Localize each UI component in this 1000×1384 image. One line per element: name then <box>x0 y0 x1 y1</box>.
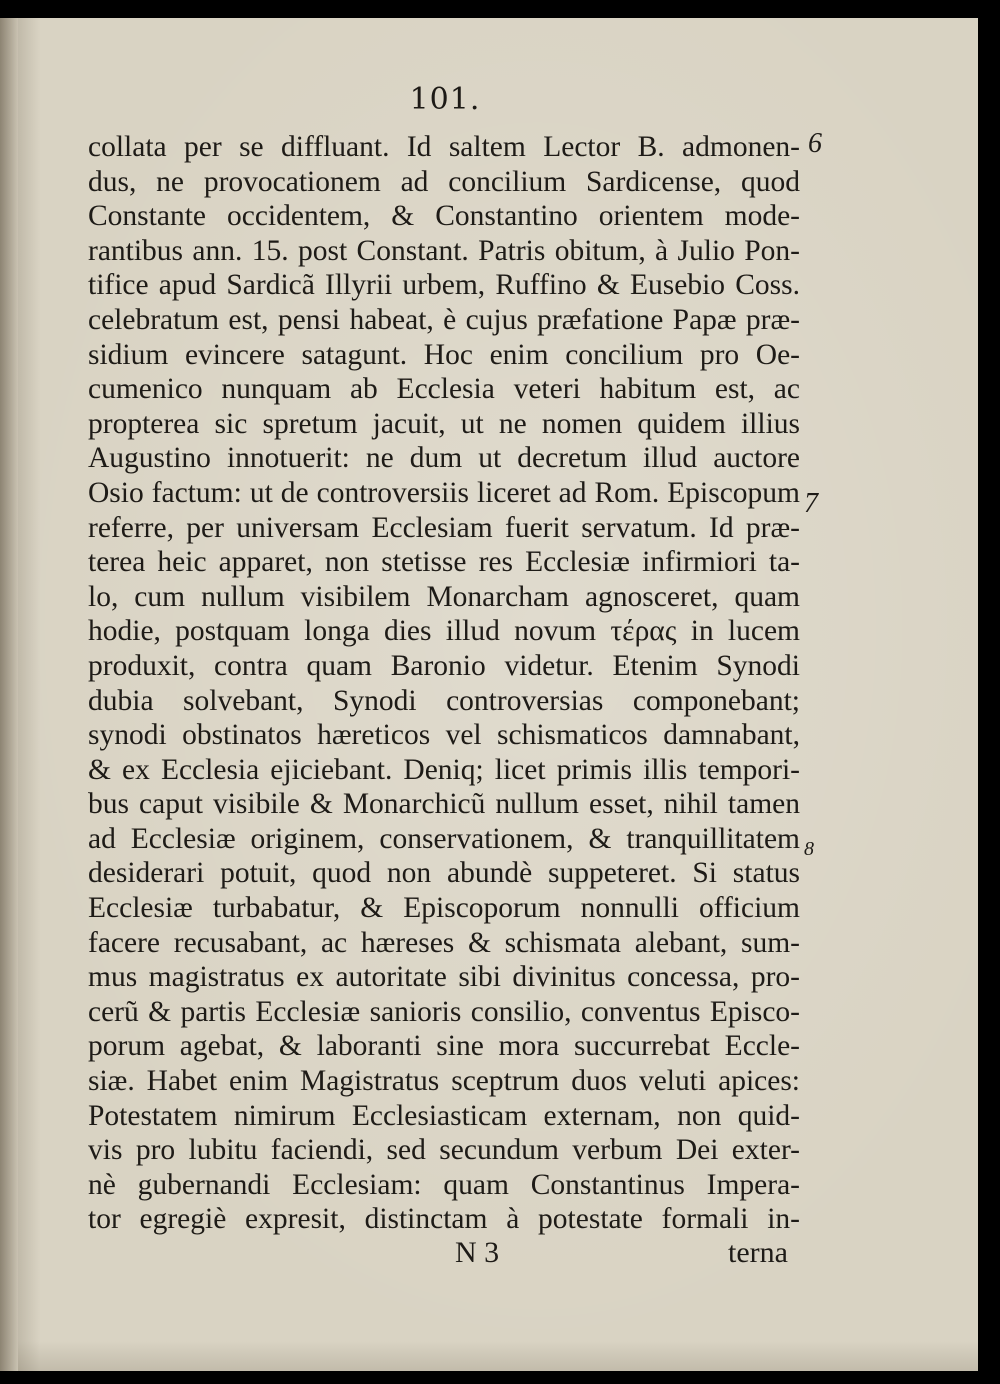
text-line: Osio factum: ut de controversiis liceret ad Rom. Episcopum <box>88 476 800 509</box>
text-line: cerũ & partis Ecclesiæ sanioris consilio, conventus Episco- <box>88 995 800 1028</box>
page-footer <box>0 1236 978 1276</box>
text-line: dus, ne provocationem ad concilium Sardicense, quod <box>88 165 800 198</box>
text-line: Potestatem nimirum Ecclesiasticam externam, non quid- <box>88 1099 800 1132</box>
text-line: porum agebat, & laboranti sine mora succurrebat Eccle- <box>88 1030 800 1063</box>
text-line: vis pro lubitu faciendi, sed secundum verbum Dei exter- <box>88 1134 800 1167</box>
signature-mark: N 3 <box>455 1236 500 1269</box>
body-text <box>88 130 800 1237</box>
text-line: dubia solvebant, Synodi controversias componebant; <box>88 684 800 717</box>
text-line: referre, per universam Ecclesiam fuerit servatum. Id præ- <box>88 511 800 544</box>
text-line: cumenico nunquam ab Ecclesia veteri habitum est, ac <box>88 373 800 406</box>
text-line: terea heic apparet, non stetisse res Ecclesiæ infirmiori ta- <box>88 546 800 579</box>
text-line: Augustino innotuerit: ne dum ut decretum illud auctore <box>88 442 800 475</box>
text-line: celebratum est, pensi habeat, è cujus præfatione Papæ præ- <box>88 303 800 336</box>
text-line: nè gubernandi Ecclesiam: quam Constantinus Impera- <box>88 1168 800 1201</box>
text-line: tifice apud Sardicã Illyrii urbem, Ruffino & Eusebio Coss. <box>88 269 800 302</box>
margin-note-6: 6 <box>808 128 822 159</box>
text-line: bus caput visibile & Monarchicũ nullum esset, nihil tamen <box>88 788 800 821</box>
text-line: ad Ecclesiæ originem, conservationem, & tranquillitatem <box>88 822 800 855</box>
page-gutter-shadow <box>0 18 18 1371</box>
text-line: produxit, contra quam Baronio videtur. Etenim Synodi <box>88 649 800 682</box>
text-line: synodi obstinatos hæreticos vel schismaticos damnabant, <box>88 719 800 752</box>
page-number: 101. <box>409 82 481 117</box>
catchword: terna <box>728 1236 788 1269</box>
text-line: lo, cum nullum visibilem Monarcham agnosceret, quam <box>88 580 800 613</box>
margin-note-7: 7 <box>804 488 818 519</box>
margin-note-8: 8 <box>804 838 814 860</box>
text-line: & ex Ecclesia ejiciebant. Deniq; licet primis illis tempori- <box>88 753 800 786</box>
text-line: mus magistratus ex autoritate sibi divinitus concessa, pro- <box>88 961 800 994</box>
text-line: desiderari potuit, quod non abundè suppeteret. Si status <box>88 857 800 890</box>
text-line: rantibus ann. 15. post Constant. Patris obitum, à Julio Pon- <box>88 234 800 267</box>
text-line: siæ. Habet enim Magistratus sceptrum duos veluti apices: <box>88 1065 800 1098</box>
text-line: hodie, postquam longa dies illud novum τέρας in lucem <box>88 615 800 648</box>
text-line: facere recusabant, ac hæreses & schismata alebant, sum- <box>88 926 800 959</box>
text-line: Constante occidentem, & Constantino orientem mode- <box>88 200 800 233</box>
text-line: collata per se diffluant. Id saltem Lector B. admonen- <box>88 131 800 163</box>
text-line: tor egregiè expresit, distinctam à potestate formali in- <box>88 1203 800 1236</box>
book-page <box>0 18 978 1371</box>
text-line: sidium evincere satagunt. Hoc enim concilium pro Oe- <box>88 338 800 371</box>
text-line: Ecclesiæ turbabatur, & Episcoporum nonnulli officium <box>88 892 800 925</box>
text-line: propterea sic spretum jacuit, ut ne nomen quidem illius <box>88 407 800 440</box>
